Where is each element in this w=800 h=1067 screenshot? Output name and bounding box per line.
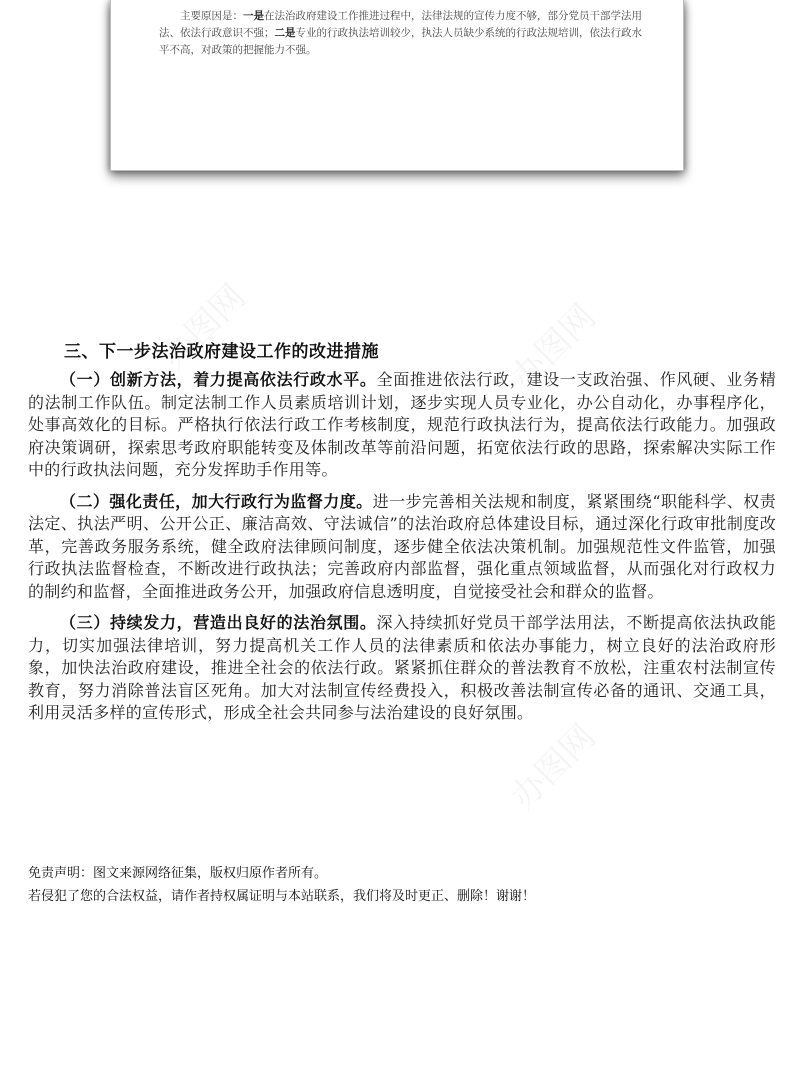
section-heading: 三、下一步法治政府建设工作的改进措施 xyxy=(64,342,379,362)
disclaimer-line-2: 若侵犯了您的合法权益，请作者持权属证明与本站联系，我们将及时更正、删除！谢谢！ xyxy=(28,889,536,904)
paragraph-1 xyxy=(28,369,776,482)
paragraph-2-lead: （二）强化责任，加大行政行为监督力度。 xyxy=(60,491,373,511)
paragraph-3-text: 深入持续抓好党员干部学法用法，不断提高依法执政能力，切实加强法律培训，努力提高机关工作人员的法律素质和依法办事能力，树立良好的法治政府形象，加快法治政府建设，推进全社会的依法行政。紧紧抓住群众的普法教育不放松，注重农村法制宣传教育，努力消除普法盲区死角。加大对法制宣传经费投入，积极改善法制宣传必备的通讯、交通工具，利用灵活多样的宣传形式，形成全社会共同参与法治建设的良好氛围。 xyxy=(28,613,776,722)
paragraph-2-text: 进一步完善相关法规和制度，紧紧围绕“职能科学、权责法定、执法严明、公开公正、廉洁高效、守法诚信”的法治政府总体建设目标，通过深化行政审批制度改革，完善政务服务系统，健全政府法律顾问制度，逐步健全依法决策机制。加强规范性文件监管，加强行政执法监督检查，不断改进行政执法；完善政府内部监督，强化重点领域监督，从而强化对行政权力的制约和监督，全面推进政务公开，加强政府信息透明度，自觉接受社会和群众的监督。 xyxy=(28,491,776,601)
paragraph-2 xyxy=(28,491,776,604)
card-paragraph xyxy=(159,8,649,59)
section-body xyxy=(28,369,776,734)
document-card xyxy=(110,0,684,171)
paragraph-3-lead: （三）持续发力，营造出良好的法治氛围。 xyxy=(60,613,377,632)
card-first-marker: 一是 xyxy=(243,10,264,22)
disclaimer xyxy=(28,862,535,908)
disclaimer-line-1: 免责声明：图文来源网络征集，版权归原作者所有。 xyxy=(28,866,328,881)
paragraph-1-lead: （一）创新方法，着力提高依法行政水平。 xyxy=(60,370,377,389)
card-first-text: 在法治政府建设工作推进过程中，法律法规的宣传力度不够，部分党员干部学法用法、依法行政意识不强； xyxy=(159,10,642,39)
card-second-text: 专业的行政执法培训较少，执法人员缺少系统的行政法规培训，依法行政水平不高，对政策的把握能力不强。 xyxy=(159,27,642,56)
card-lead: 主要原因是： xyxy=(180,10,243,22)
paragraph-1-text: 全面推进依法行政，建设一支政治强、作风硬、业务精的法制工作队伍。制定法制工作人员素质培训计划，逐步实现人员专业化，办公自动化，办事程序化，处事高效化的目标。严格执行依法行政工作考核制度，规范行政执法行为，提高依法行政能力。加强政府决策调研，探索思考政府职能转变及体制改革等前沿问题，拓宽依法行政的思路，探索解决实际工作中的行政执法问题，充分发挥助手作用等。 xyxy=(28,370,776,479)
paragraph-3 xyxy=(28,612,776,725)
card-second-marker: 二是 xyxy=(274,27,296,39)
